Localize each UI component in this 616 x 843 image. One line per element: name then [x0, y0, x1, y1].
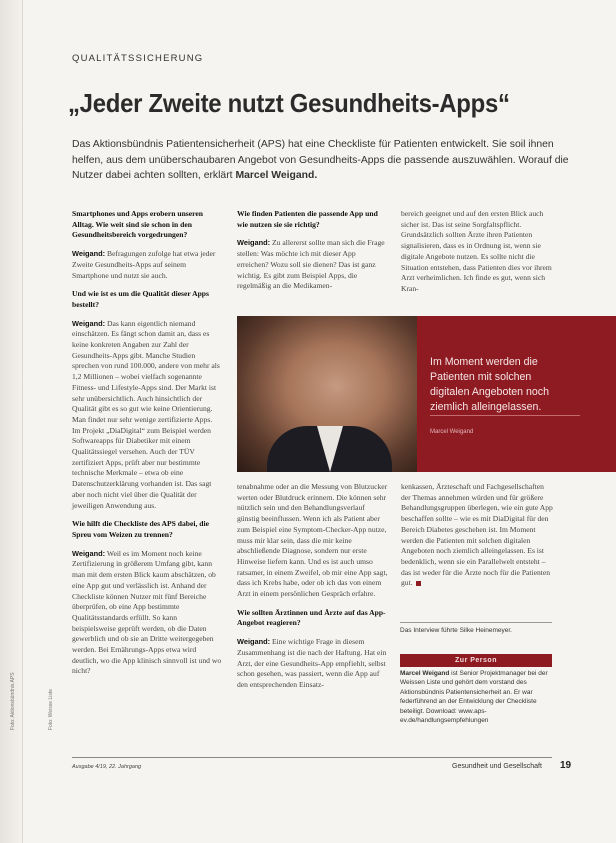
- question-col2: Wie finden Patienten die passende App und wie nutzen sie sie richtig?: [237, 209, 378, 229]
- infobox-body: ist Senior Projektmanager bei der Weissen Liste und gehört dem vorstand des Aktionsbündnis Patientensicherheit an. Er war federführend an der Entwicklung der Checkliste beteiligt. Download: www.aps-ev.de/handlungsempfehlungen: [400, 670, 548, 725]
- speaker-label: Weigand:: [237, 637, 271, 647]
- question-2: Und wie ist es um die Qualität dieser Apps bestellt?: [72, 289, 209, 309]
- footer-section: Gesundheit und Gesellschaft: [452, 763, 542, 770]
- question-1: Smartphones und Apps erobern unseren Alltag. Wie weit sind sie schon in den Gesundheitsbereich vorgedrungen?: [72, 209, 203, 240]
- page-number: 19: [560, 760, 572, 771]
- side-photo-credit: Foto: Aktionsbündnis APS: [10, 672, 16, 730]
- article-lead: [72, 137, 572, 184]
- pull-quote-divider: [430, 415, 580, 416]
- footer-divider: [72, 757, 552, 758]
- answer-1: [72, 249, 222, 281]
- column-2-top: [237, 209, 389, 300]
- credit-divider: [400, 622, 552, 623]
- end-mark-icon: [416, 581, 421, 586]
- answer-col3-cont: [401, 482, 555, 589]
- answer-text: Zu allererst sollte man sich die Frage stellen: Was möchte ich mit dieser App erreichen? Wozu soll sie dienen? Das ist ganz wichtig. Es gibt zum Beispiel Apps, die regelmäßig an die Medikamen-: [237, 238, 385, 291]
- portrait-photo: [237, 316, 417, 472]
- pull-quote-author: Marcel Weigand: [430, 429, 474, 435]
- infobox-heading: Zur Person: [400, 654, 552, 667]
- answer-2: [72, 319, 222, 512]
- column-1: [72, 209, 222, 685]
- answer-text: Weil es im Moment noch keine Zertifizierung in größerem Umfang gibt, kann man mit dem ersten Blick kaum abschätzen, ob eine App gut und verlässlich ist. Anhand der Checkliste können Nutzer mit fünf Bereiche überprüfen, ob eine App bestimmte Qualitätsstandards erfüllt. So kann beispielsweise geprüft werden, ob die Daten gewerblich und ob sie an Dritte weitergegeben werden. Bei Ernährungs-Apps etwa wird deutlich, wo die App klinisch sinnvoll ist und wo nicht?: [72, 548, 222, 676]
- answer-col2: [237, 238, 389, 292]
- lead-name: Marcel Weigand.: [235, 170, 318, 181]
- footer-issue: Ausgabe 4/19, 22. Jahrgang: [72, 764, 142, 770]
- answer-col3: bereich geeignet und auf den ersten Blick auch sicher ist. Das ist seine Sorgfaltspflicht. Grundsätzlich sollten Ärzte ihren Patienten signalisieren, dass es in Ordnung ist, wenn sie digitale Angebote nutzen. Es sollte nicht die Situation entstehen, dass Patienten dies vor ihrem Arzt verheimlichen. Ich finde es gut, wenn sich Kran-: [401, 209, 552, 293]
- answer-3: [72, 549, 222, 677]
- answer-text: Befragungen zufolge hat etwa jeder Zweite Gesundheits-Apps auf seinem Smartphone und nutzt sie auch.: [72, 249, 216, 280]
- speaker-label: Weigand:: [72, 318, 106, 328]
- side-photo-credit-2: Foto: Weisse Liste: [48, 688, 54, 730]
- answer-col2-cont: tenabnahme oder an die Messung von Blutzucker werten oder Blutdruck erinnern. Die können sehr nützlich sein und den Behandlungsverlauf günstig beeinflussen. Wenn ich als Patient aber zum Beispiel eine Symptom-Checker-App nutze, muss mir klar sein, dass die mir keine abschließende Diagnose, sondern nur erste Hinweise liefern kann. Und es ist auch umso ratsamer, in einem Zweifel, ob mir eine App sagt, dass ich Krebs habe, oder ob ich das von einem Arzt in einem persönlichen Gespräch erfahre.: [237, 482, 388, 599]
- article-title: „Jeder Zweite nutzt Gesundheits-Apps“: [68, 88, 510, 118]
- answer-col2-2: [237, 637, 389, 691]
- pull-quote: Im Moment werden die Patienten mit solchen digitalen Angeboten noch ziemlich alleingelassen.: [430, 356, 549, 413]
- column-2-bottom: [237, 482, 389, 699]
- answer-text: Eine wichtige Frage in diesem Zusammenhang ist die nach der Haftung. Hat ein Arzt, der eine Gesundheits-App empfiehlt, selbst schon gesehen, was passiert, wenn die App auf den entsprechenden Einsatz-: [237, 637, 387, 689]
- speaker-label: Weigand:: [72, 249, 106, 259]
- speaker-label: Weigand:: [237, 238, 271, 248]
- question-col2-2: Wie sollten Ärztinnen und Ärzte auf das App-Angebot reagieren?: [237, 607, 386, 628]
- lead-text: Das Aktionsbündnis Patientensicherheit (APS) hat eine Checkliste für Patienten entwickelt. Sie soil ihnen helfen, aus dem unüberschaubaren Angebot von Gesundheits-Apps die passende auszuwählen. Worauf die Nutzer dabei achten sollten, erklärt: [72, 139, 569, 181]
- infobox-text: [400, 669, 552, 725]
- column-3-bottom: [401, 482, 555, 597]
- section-kicker: QUALITÄTSSICHERUNG: [72, 53, 204, 64]
- infobox-name: Marcel Weigand: [400, 670, 450, 677]
- interview-credit: Das Interview führte Silke Heinemeyer.: [400, 627, 512, 634]
- speaker-label: Weigand:: [72, 548, 106, 558]
- column-3-top: [401, 209, 555, 303]
- question-3: Wie hilft die Checkliste des APS dabei, die Spreu vom Weizen zu trennen?: [72, 519, 209, 539]
- answer-text: Das kann eigentlich niemand einschätzen. Es fängt schon damit an, dass es keine konkreten Angaben zur Zahl der Gesundheits-Apps gibt. Manche Studien sprechen von rund 100.000, andere von mehr als 1,2 Millionen – wobei vielfach sogenannte Fitness- und Lifestyle-Apps sind. Der Markt ist sehr unübersichtlich. Auch hinsichtlich der Qualität gibt es so gut wie keine Orientierung. Man findet nur sehr wenige zertifizierte Apps. Im Projekt „DiaDigital“ zum Beispiel werden Softwareapps für Diabetiker mit einem Qualitätssiegel versehen. Auch der TÜV zertifiziert Apps, prüft aber nur bestimmte technische Merkmale – etwa ob eine Datenschutzerklärung vorhanden ist. Das sagt aber noch nicht viel über die Qualität der jeweiligen Anwendung aus.: [72, 318, 220, 510]
- answer-text: kenkassen, Ärzteschaft und Fachgesellschaften der Themas annehmen würden und für größere Behandlungsgruppen überlegen, wie ein gute App beschaffen sollte – wie es mit DiaDigital für den Bereich Diabetes geschehen ist. Im Moment werden die Patienten mit solchen digitalen Angeboten noch ziemlich alleingelassen. Es ist bedenklich, wenn sie ein Parallelwelt entsteht – das ist weder für die Ärzte noch für die Patienten gut.: [401, 482, 553, 588]
